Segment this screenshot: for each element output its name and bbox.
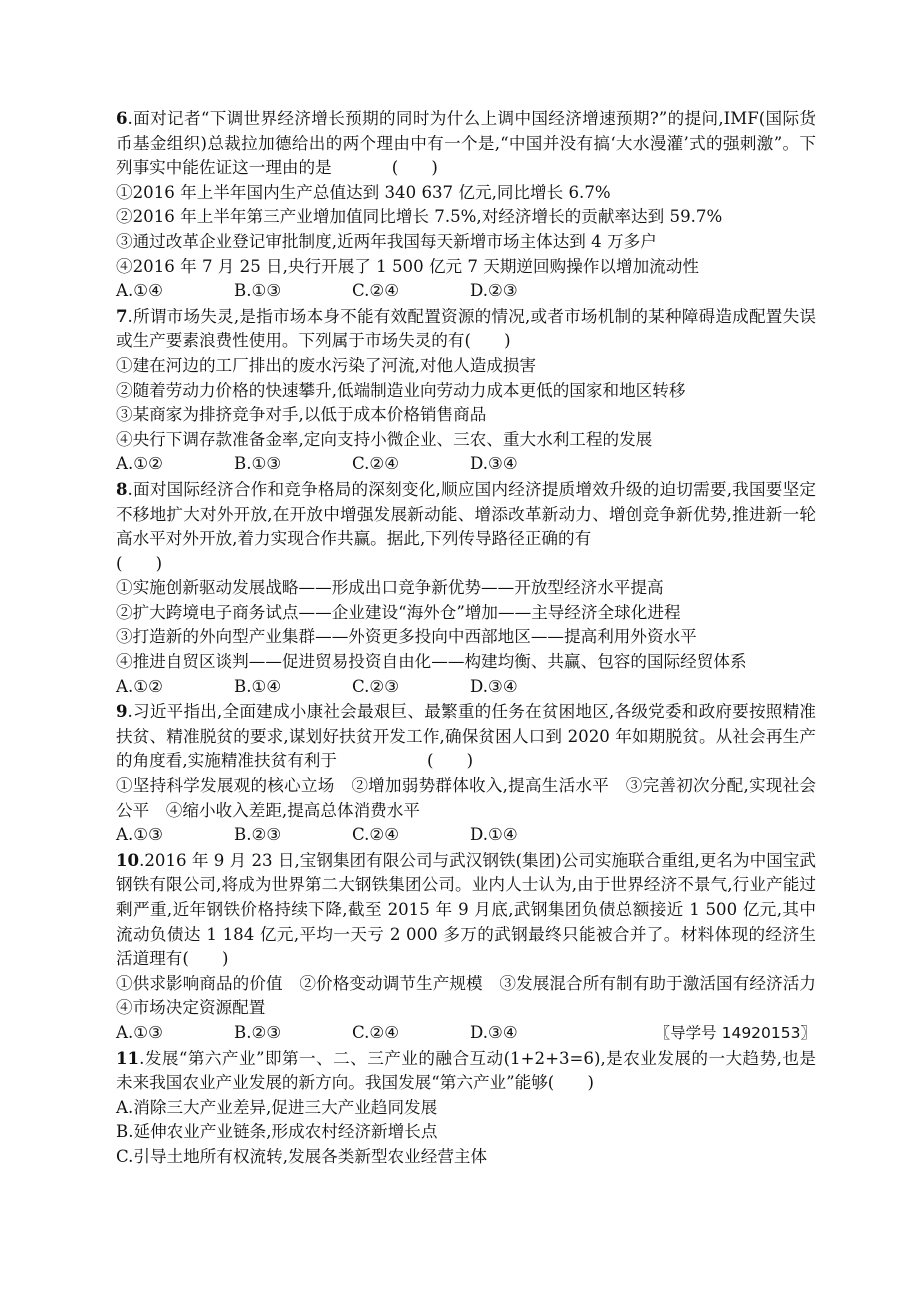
option-d[interactable]: D.③④ [470,454,518,474]
statement-items: ①供求影响商品的价值 ②价格变动调节生产规模 ③发展混合所有制有助于激活国有经济活力 ④市场决定资源配置 [116,973,833,1018]
option-a[interactable]: A.①② [116,454,164,474]
question-stem: .面对国际经济合作和竞争格局的深刻变化,顺应国内经济提质增效升级的迫切需要,我国要坚定不移地扩大对外开放,在开放中增强发展新动能、增添改革新动力、增创竞争新优势,推进新一轮高水平对外开放,着力实现合作共赢。据此,下列传导路径正确的有 [116,479,816,549]
question-10 [116,848,833,1046]
statement-item: ②扩大跨境电子商务试点——企业建设“海外仓”增加——主导经济全球化进程 [116,602,681,622]
answer-blank: ( ) [391,158,438,178]
statement-items: ①坚持科学发展观的核心立场 ②增加弱势群体收入,提高生活水平 ③完善初次分配,实现社会公平 ④缩小收入差距,提高总体消费水平 [116,776,816,820]
statement-item: ③通过改革企业登记审批制度,近两年我国每天新增市场主体达到 4 万多户 [116,231,657,251]
option-a[interactable]: A.①④ [116,281,164,301]
option-a[interactable]: A.①② [116,676,164,696]
question-number: 6 [116,108,128,128]
option-c[interactable]: C.②④ [352,1022,400,1042]
option-b[interactable]: B.①③ [234,454,282,474]
option-a[interactable]: A.①③ [116,825,164,845]
question-9 [116,699,816,848]
statement-item: ②2016 年上半年第三产业增加值同比增长 7.5%,对经济增长的贡献率达到 59.7% [116,207,723,227]
option-d[interactable]: D.②③ [470,281,518,301]
statement-item: ②随着劳动力价格的快速攀升,低端制造业向劳动力成本更低的国家和地区转移 [116,380,686,400]
question-stem: .发展“第六产业”即第一、二、三产业的融合互动(1+2+3=6),是农业发展的一大趋势,也是未来我国农业产业发展的新方向。我国发展“第六产业”能够( ) [116,1048,816,1093]
question-11 [116,1046,816,1170]
question-stem: .面对记者“下调世界经济增长预期的同时为什么上调中国经济增速预期?”的提问,IMF(国际货币基金组织)总裁拉加德给出的两个理由中有一个是,“中国并没有搞‘大水漫灌’式的强刺激”。下列事实中能佐证这一理由的是 [116,109,816,178]
statement-item: ③打造新的外向型产业集群——外资更多投向中西部地区——提高利用外资水平 [116,627,697,647]
option-b[interactable]: B.①④ [234,676,282,696]
statement-item: ④2016 年 7 月 25 日,央行开展了 1 500 亿元 7 天期逆回购操作以增加流动性 [116,256,699,276]
option-a[interactable]: A.①③ [116,1022,164,1042]
question-number: 7 [116,305,128,326]
question-number: 8 [116,478,128,499]
exam-page [116,106,833,1170]
answer-options [116,1021,816,1046]
statement-item: ①实施创新驱动发展战略——形成出口竞争新优势——开放型经济水平提高 [116,578,664,598]
option-a[interactable]: A.消除三大产业差异,促进三大产业趋同发展 [116,1097,438,1117]
option-c[interactable]: C.②④ [352,454,400,474]
question-6 [116,106,816,304]
option-c[interactable]: C.②④ [352,825,400,845]
answer-blank: ( ) [116,553,163,573]
answer-options [116,452,816,477]
answer-blank: ( ) [427,751,474,771]
option-d[interactable]: D.③④ [470,1022,518,1042]
question-stem: .所谓市场失灵,是指市场本身不能有效配置资源的情况,或者市场机制的某种障碍造成配置失误或生产要素浪费性使用。下列属于市场失灵的有( ) [116,306,816,351]
statement-item: ①建在河边的工厂排出的废水污染了河流,对他人造成损害 [116,355,537,375]
answer-options [116,823,816,848]
option-c[interactable]: C.②④ [352,281,400,301]
statement-item: ①2016 年上半年国内生产总值达到 340 637 亿元,同比增长 6.7% [116,182,611,202]
question-stem: .2016 年 9 月 23 日,宝钢集团有限公司与武汉钢铁(集团)公司实施联合重组,更名为中国宝武钢铁有限公司,将成为世界第二大钢铁集团公司。业内人士认为,由于世界经济不景气,行业产能过剩严重,近年钢铁价格持续下降,截至 2015 年 9 月底,武钢集团负债总额接近 1 500 亿元,其中流动负债达 1 184 亿元,平均一天亏 2 000 多万的武钢最终只能被合并了。材料体现的经济生活道理有( ) [116,850,816,969]
answer-options [116,675,816,700]
question-number: 10 [116,849,140,870]
question-stem: .习近平指出,全面建成小康社会最艰巨、最繁重的任务在贫困地区,各级党委和政府要按照精准扶贫、精准脱贫的要求,谋划好扶贫开发工作,确保贫困人口到 2020 年如期脱贫。从社会再生产的角度看,实施精准扶贫有利于 [116,702,816,771]
option-c[interactable]: C.②③ [352,676,400,696]
option-b[interactable]: B.①③ [234,281,282,301]
option-d[interactable]: D.①④ [470,825,518,845]
question-7 [116,304,816,477]
statement-item: ④央行下调存款准备金率,定向支持小微企业、三农、重大水利工程的发展 [116,429,653,449]
answer-options [116,279,816,304]
question-8 [116,477,816,699]
question-number: 9 [116,701,128,722]
statement-item: ④推进自贸区谈判——促进贸易投资自由化——构建均衡、共赢、包容的国际经贸体系 [116,652,747,672]
option-c[interactable]: C.引导土地所有权流转,发展各类新型农业经营主体 [116,1146,488,1166]
option-d[interactable]: D.③④ [470,676,518,696]
option-b[interactable]: B.②③ [234,825,282,845]
option-b[interactable]: B.延伸农业产业链条,形成农村经济新增长点 [116,1122,438,1142]
guide-number-tag: 〖导学号 14920153〗 [654,1023,816,1042]
option-b[interactable]: B.②③ [234,1022,282,1042]
question-number: 11 [116,1047,140,1068]
statement-item: ③某商家为排挤竞争对手,以低于成本价格销售商品 [116,405,487,425]
